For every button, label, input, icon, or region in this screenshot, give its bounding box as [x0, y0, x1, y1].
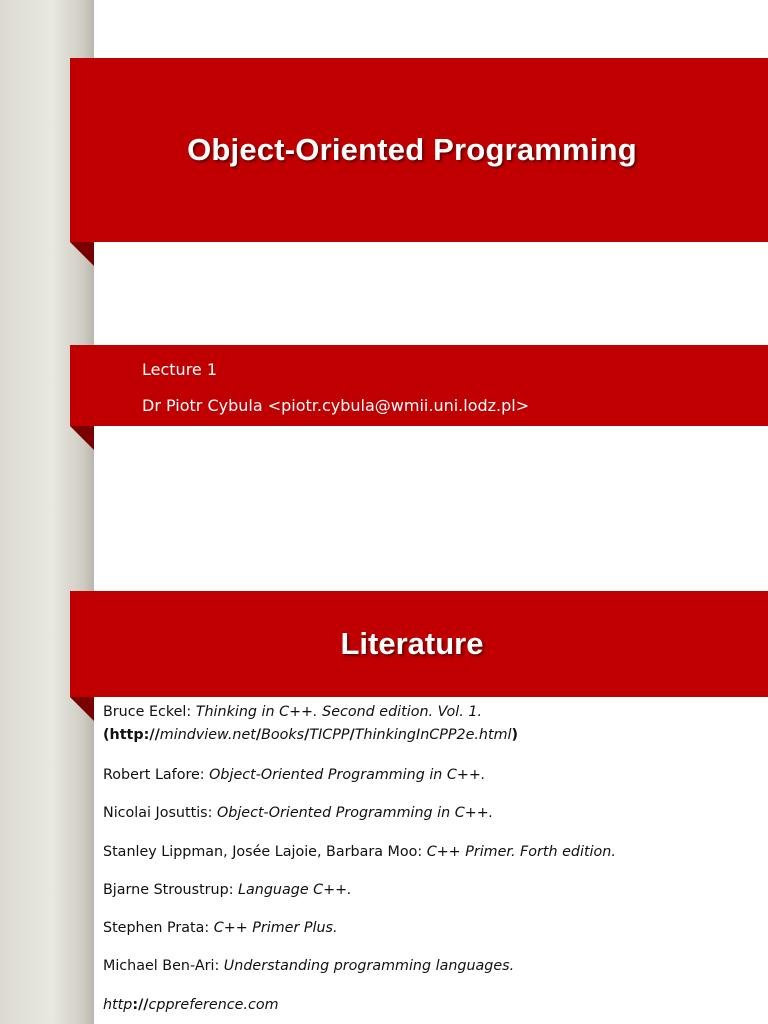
reference-item — [103, 704, 482, 720]
reference-item — [103, 844, 616, 860]
literature-slide — [0, 575, 768, 1024]
reference-author: Nicolai Josuttis: — [103, 805, 213, 821]
reference-url[interactable]: (http://mindview.net/Books/TICPP/ThinkingInCPP2e.html) — [103, 727, 519, 743]
reference-title: C++ Primer Plus. — [209, 920, 338, 936]
reference-item — [103, 882, 352, 898]
reference-author: Robert Lafore: — [103, 767, 205, 783]
reference-title: Object-Oriented Programming in C++. — [204, 767, 486, 783]
reference-author: Bjarne Stroustrup: — [103, 882, 234, 898]
banner-fold — [70, 697, 94, 721]
reference-item — [103, 767, 485, 783]
reference-author: Stephen Prata: — [103, 920, 210, 936]
banner-fold — [70, 426, 94, 450]
author-line: Dr Piotr Cybula <piotr.cybula@wmii.uni.lodz.pl> — [142, 396, 530, 415]
reference-author: Bruce Eckel: — [103, 704, 192, 720]
reference-title: C++ Primer. Forth edition. — [422, 844, 616, 860]
reference-title: Thinking in C++. Second edition. Vol. 1. — [191, 704, 482, 720]
banner-fold — [70, 242, 94, 266]
reference-title: Language C++. — [233, 882, 352, 898]
reference-item — [103, 920, 338, 936]
reference-item — [103, 805, 493, 821]
reference-item — [103, 958, 514, 974]
slide-title: Literature — [340, 626, 484, 661]
reference-title: Object-Oriented Programming in C++. — [212, 805, 494, 821]
title-banner — [70, 58, 768, 242]
subtitle-banner — [70, 345, 768, 426]
reference-author: Michael Ben-Ari: — [103, 958, 220, 974]
slide-title: Object-Oriented Programming — [187, 132, 637, 167]
literature-banner — [70, 591, 768, 697]
reference-author: Stanley Lippman, Josée Lajoie, Barbara Moo: — [103, 844, 423, 860]
lecture-label: Lecture 1 — [142, 360, 218, 379]
reference-title: Understanding programming languages. — [219, 958, 515, 974]
reference-url[interactable]: http://cppreference.com — [103, 997, 279, 1013]
